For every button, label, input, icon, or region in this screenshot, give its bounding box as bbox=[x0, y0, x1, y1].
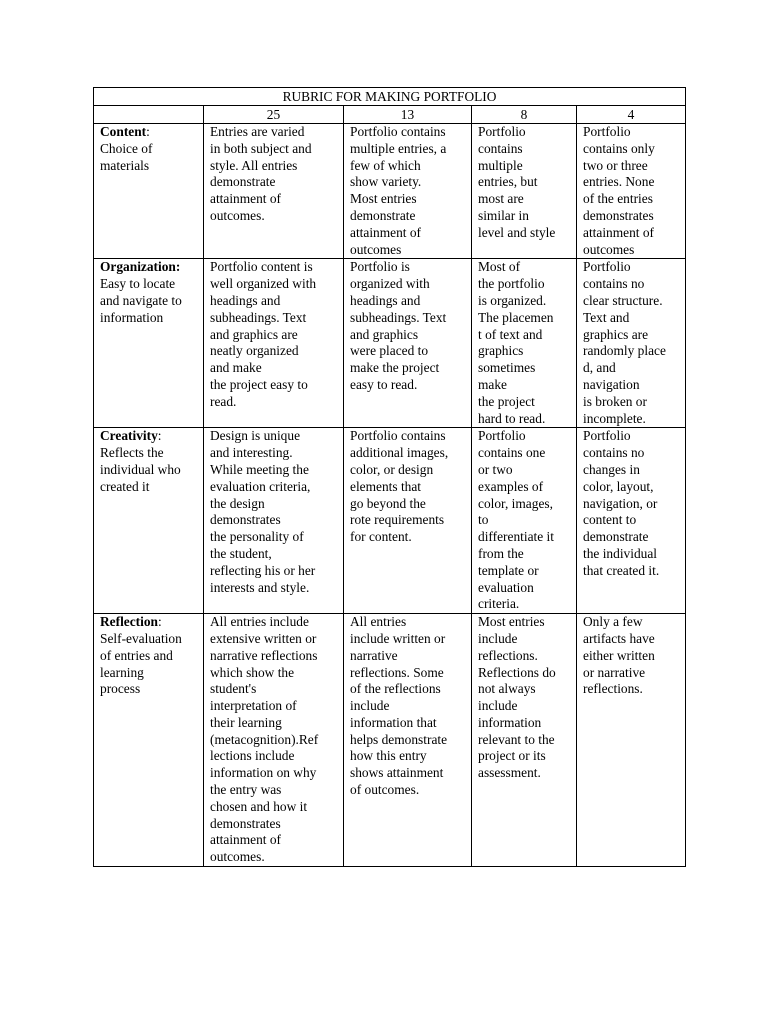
criterion-description: Choice of materials bbox=[100, 140, 153, 173]
score-25: 25 bbox=[204, 106, 344, 124]
criterion-name-suffix: : bbox=[146, 124, 150, 139]
criterion-name: Creativity bbox=[100, 428, 158, 444]
score-row bbox=[94, 106, 686, 124]
level-cell: Portfolio contains multiple entries, a few of which show variety. Most entries demonstrate attainment of outcomes bbox=[344, 124, 472, 259]
criterion-row-creativity bbox=[94, 428, 686, 614]
criterion-name-suffix: : bbox=[157, 428, 162, 444]
level-cell: Most entries include reflections. Reflections do not always include information relevant to the project or its assessment. bbox=[472, 614, 577, 867]
criterion-name-suffix: : bbox=[158, 614, 162, 630]
criterion-description: Reflects the individual who created it bbox=[100, 445, 181, 494]
level-cell: Most of the portfolio is organized. The placemen t of text and graphics sometimes make the project hard to read. bbox=[472, 259, 577, 428]
level-cell: All entries include extensive written or narrative reflections which show the student's interpretation of their learning (metacognition).Ref lections include information on why the entry was chosen and how it demonstrates attainment of outcomes. bbox=[204, 614, 344, 867]
level-cell: Portfolio contains only two or three entries. None of the entries demonstrates attainment of outcomes bbox=[577, 124, 686, 259]
criterion-row-organization bbox=[94, 259, 686, 428]
criterion-name: Organization: bbox=[100, 259, 181, 275]
level-cell: Only a few artifacts have either written or narrative reflections. bbox=[577, 614, 686, 867]
level-cell: Portfolio content is well organized with headings and subheadings. Text and graphics are neatly organized and make the project easy to read. bbox=[204, 259, 344, 428]
criterion-row-reflection bbox=[94, 614, 686, 867]
score-4: 4 bbox=[577, 106, 686, 124]
criterion-row-content bbox=[94, 124, 686, 259]
level-cell: Portfolio contains no clear structure. Text and graphics are randomly place d, and navigation is broken or incomplete. bbox=[577, 259, 686, 428]
score-13: 13 bbox=[344, 106, 472, 124]
title-row bbox=[94, 88, 686, 106]
criterion-content bbox=[94, 124, 204, 259]
criterion-name: Content bbox=[100, 124, 147, 139]
rubric-table bbox=[93, 87, 686, 867]
criterion-description: Self-evaluation of entries and learning process bbox=[100, 630, 182, 697]
level-cell: Portfolio contains one or two examples of color, images, to differentiate it from the template or evaluation criteria. bbox=[472, 428, 577, 614]
level-cell: Entries are varied in both subject and style. All entries demonstrate attainment of outcomes. bbox=[204, 124, 344, 259]
criterion-description: Easy to locate and navigate to information bbox=[100, 276, 182, 325]
level-cell: Portfolio contains additional images, color, or design elements that go beyond the rote requirements for content. bbox=[344, 428, 472, 614]
level-cell: Design is unique and interesting. While meeting the evaluation criteria, the design demonstrates the personality of the student, reflecting his or her interests and style. bbox=[204, 428, 344, 614]
criterion-creativity bbox=[94, 428, 204, 614]
criterion-name: Reflection bbox=[100, 614, 159, 630]
level-cell: Portfolio contains no changes in color, layout, navigation, or content to demonstrate the individual that created it. bbox=[577, 428, 686, 614]
rubric-title: RUBRIC FOR MAKING PORTFOLIO bbox=[94, 88, 686, 106]
score-8: 8 bbox=[472, 106, 577, 124]
score-header-empty bbox=[94, 106, 204, 124]
criterion-reflection bbox=[94, 614, 204, 867]
level-cell: Portfolio is organized with headings and subheadings. Text and graphics were placed to make the project easy to read. bbox=[344, 259, 472, 428]
level-cell: All entries include written or narrative reflections. Some of the reflections include information that helps demonstrate how this entry shows attainment of outcomes. bbox=[344, 614, 472, 867]
criterion-organization bbox=[94, 259, 204, 428]
level-cell: Portfolio contains multiple entries, but most are similar in level and style bbox=[472, 124, 577, 259]
